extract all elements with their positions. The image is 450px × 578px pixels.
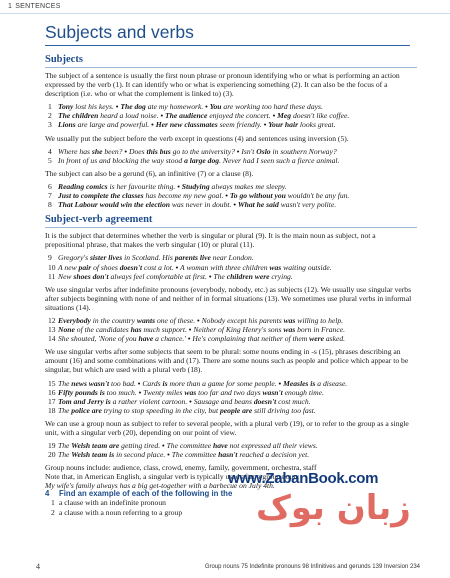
page-footer (0, 560, 450, 578)
paragraph: We can use a group noun as subject to refer to several people, with a plural verb (19), or to refer to the group as a single unit, with a singular verb (20), depending on our point of view. (45, 418, 409, 437)
item-number: 1 (51, 498, 55, 507)
example-list (45, 182, 417, 209)
paragraph: It is the subject that determines whether the verb is singular or plural (9). It is the main noun as subject, not a prepositional phrase, that makes the verb singular (10) or plural (11). (45, 231, 376, 250)
item-text: The Welsh team are getting tired. • The committee have not expressed all their views. (58, 441, 318, 451)
item-text: Gregory's sister lives in Scotland. His parents live near London. (58, 253, 254, 263)
example-sentence (45, 441, 417, 450)
item-text: a clause with an indefinite pronoun (59, 498, 166, 507)
example-sentence (45, 406, 417, 415)
item-text: The news wasn't too bad. • Cards is more than a game for some people. • Measles is a disease. (58, 378, 348, 388)
heading-rule (45, 227, 417, 228)
heading-rule (45, 67, 417, 68)
paragraph: Group nouns include: audience, class, crowd, enemy, family, government, orchestra, staff (45, 463, 317, 473)
example-list (45, 102, 417, 129)
item-text: In front of us and blocking the way stood a large dog. Never had I seen such a fierce animal. (58, 155, 340, 165)
paragraph-example: My wife's family always has a big get-together with a barbecue on July 4th. (45, 481, 275, 491)
example-sentence (45, 263, 417, 272)
heading-subject-verb-agreement: Subject-verb agreement (45, 214, 153, 226)
item-number: 15 (48, 378, 56, 388)
main-content (45, 50, 417, 495)
item-number: 14 (48, 334, 56, 344)
item-number: 3 (48, 120, 52, 130)
item-number: 16 (48, 387, 56, 397)
item-text: Tony lost his keys. • The dog ate my homework. • You are working too hard these days. (58, 102, 323, 112)
example-sentence (45, 388, 417, 397)
item-text: The Welsh team is in second place. • The committee hasn't reached a decision yet. (58, 450, 310, 460)
section-number: 1 (8, 3, 13, 10)
item-text: The children heard a loud noise. • The audience enjoyed the concert. • Meg doesn't like coffee. (58, 111, 350, 121)
example-list (45, 253, 417, 280)
item-text: She shouted, 'None of you have a chance.' • He's complaining that neither of them were asked. (58, 334, 346, 344)
watermark-logo (228, 470, 418, 550)
example-sentence (45, 182, 417, 191)
item-text: Fifty pounds is too much. • Twenty miles was too far and two days wasn't enough time. (58, 387, 324, 397)
item-number: 5 (48, 155, 52, 165)
item-text: That Labour would win the election was never in doubt. • What he said wasn't very polite. (58, 200, 337, 210)
item-number: 9 (48, 253, 52, 263)
item-number: 17 (48, 396, 56, 406)
example-sentence (45, 102, 417, 111)
item-number: 2 (51, 508, 55, 517)
heading-subjects: Subjects (45, 54, 83, 65)
item-number: 6 (48, 181, 52, 191)
item-text: Just to complete the classes has become my new goal. • To go without you wouldn't be any fun. (58, 191, 350, 201)
item-number: 10 (48, 262, 56, 272)
running-header (0, 0, 450, 20)
item-text: New shoes don't always feel comfortable at first. • The children were crying. (58, 271, 293, 281)
item-text: A new pair of shoes doesn't cost a lot. • A woman with three children was waiting outside. (58, 262, 332, 272)
item-number: 4 (48, 146, 52, 156)
item-text: Reading comics is her favourite thing. • Studying always makes me sleepy. (58, 181, 287, 191)
watermark-url: www.ZabanBook.com (228, 470, 379, 487)
item-number: 8 (48, 200, 52, 210)
example-sentence (45, 397, 417, 406)
item-text: a clause with a noun referring to a group (59, 508, 183, 517)
example-sentence (45, 191, 417, 200)
item-text: Where has she been? • Does this bus go to the university? • Isn't Oslo in southern Norway? (58, 146, 337, 156)
example-sentence (45, 379, 417, 388)
paragraph: We use singular verbs after some subjects that seem to be plural: some nouns ending in -s (15), phrases describing an amount (16) and some combinations with and (17). There are some nouns such as people and police which appear to be singular, but which are used with a plural verb (18). (45, 347, 409, 375)
paragraph: The subject of a sentence is usually the first noun phrase or pronoun identifying who or what is performing an action expressed by the verb (1). It can identify who or what is experiencing something (2). It can also be the focus of a description (i.e. who or what the complement is linked to) (3). (45, 71, 400, 99)
item-number: 2 (48, 111, 52, 121)
item-text: None of the candidates has much support. • Neither of King Henry's sons was born in France. (58, 325, 345, 335)
example-sentence (45, 334, 417, 343)
item-number: 13 (48, 325, 56, 335)
example-list (45, 379, 417, 415)
example-list (45, 147, 417, 165)
paragraph: We usually put the subject before the verb except in questions (4) and sentences using inversion (5). (45, 133, 349, 143)
paragraph: We use singular verbs after indefinite pronouns (everybody, nobody, etc.) as subjects (12). We usually use singular verbs after subjects beginning with none of and neither of in formal situations (13). We sometimes use plural verbs in informal situations (14). (45, 284, 412, 312)
item-text: The police are trying to stop speeding in the city, but people are still driving too fast. (58, 405, 316, 415)
example-sentence (45, 316, 417, 325)
page-number: 4 (36, 562, 40, 571)
section-label: SENTENCES (15, 3, 61, 10)
item-number: 7 (48, 191, 52, 201)
example-list (45, 441, 417, 459)
header-rule (0, 13, 450, 14)
example-sentence (45, 111, 417, 120)
section-tag (8, 3, 65, 10)
item-text: Tom and Jerry is a rather violent cartoon. • Sausage and beans doesn't cost much. (58, 396, 311, 406)
example-sentence (45, 120, 417, 129)
item-text: Everybody in the country wants one of these. • Nobody except his parents was willing to help. (58, 315, 344, 325)
item-number: 1 (48, 102, 52, 112)
item-number: 19 (48, 441, 56, 451)
watermark-persian-text: زبان بوک (256, 488, 411, 528)
paragraph: Note that, in American English, a singular verb is typically used after a group noun: (45, 472, 300, 482)
example-sentence (45, 200, 417, 209)
example-sentence (45, 450, 417, 459)
example-sentence (45, 147, 417, 156)
page-title: Subjects and verbs (45, 22, 194, 42)
item-number: 12 (48, 315, 56, 325)
exercise-heading-text: Find an example of each of the following in the (59, 489, 233, 498)
example-sentence (45, 156, 417, 165)
cross-references: Group nouns 75 Indefinite pronouns 98 Infinitives and gerunds 139 Inversion 234 (204, 564, 420, 570)
example-sentence (45, 253, 417, 262)
item-number: 18 (48, 405, 56, 415)
exercise-number: 4 (45, 489, 50, 498)
item-number: 11 (48, 271, 56, 281)
paragraph: The subject can also be a gerund (6), an infinitive (7) or a clause (8). (45, 168, 254, 178)
title-rule (45, 45, 410, 46)
item-text: Lions are large and powerful. • Her new classmates seem friendly. • Your hair looks great. (58, 120, 336, 130)
example-sentence (45, 325, 417, 334)
example-list (45, 316, 417, 343)
item-number: 20 (48, 450, 56, 460)
example-sentence (45, 272, 417, 281)
